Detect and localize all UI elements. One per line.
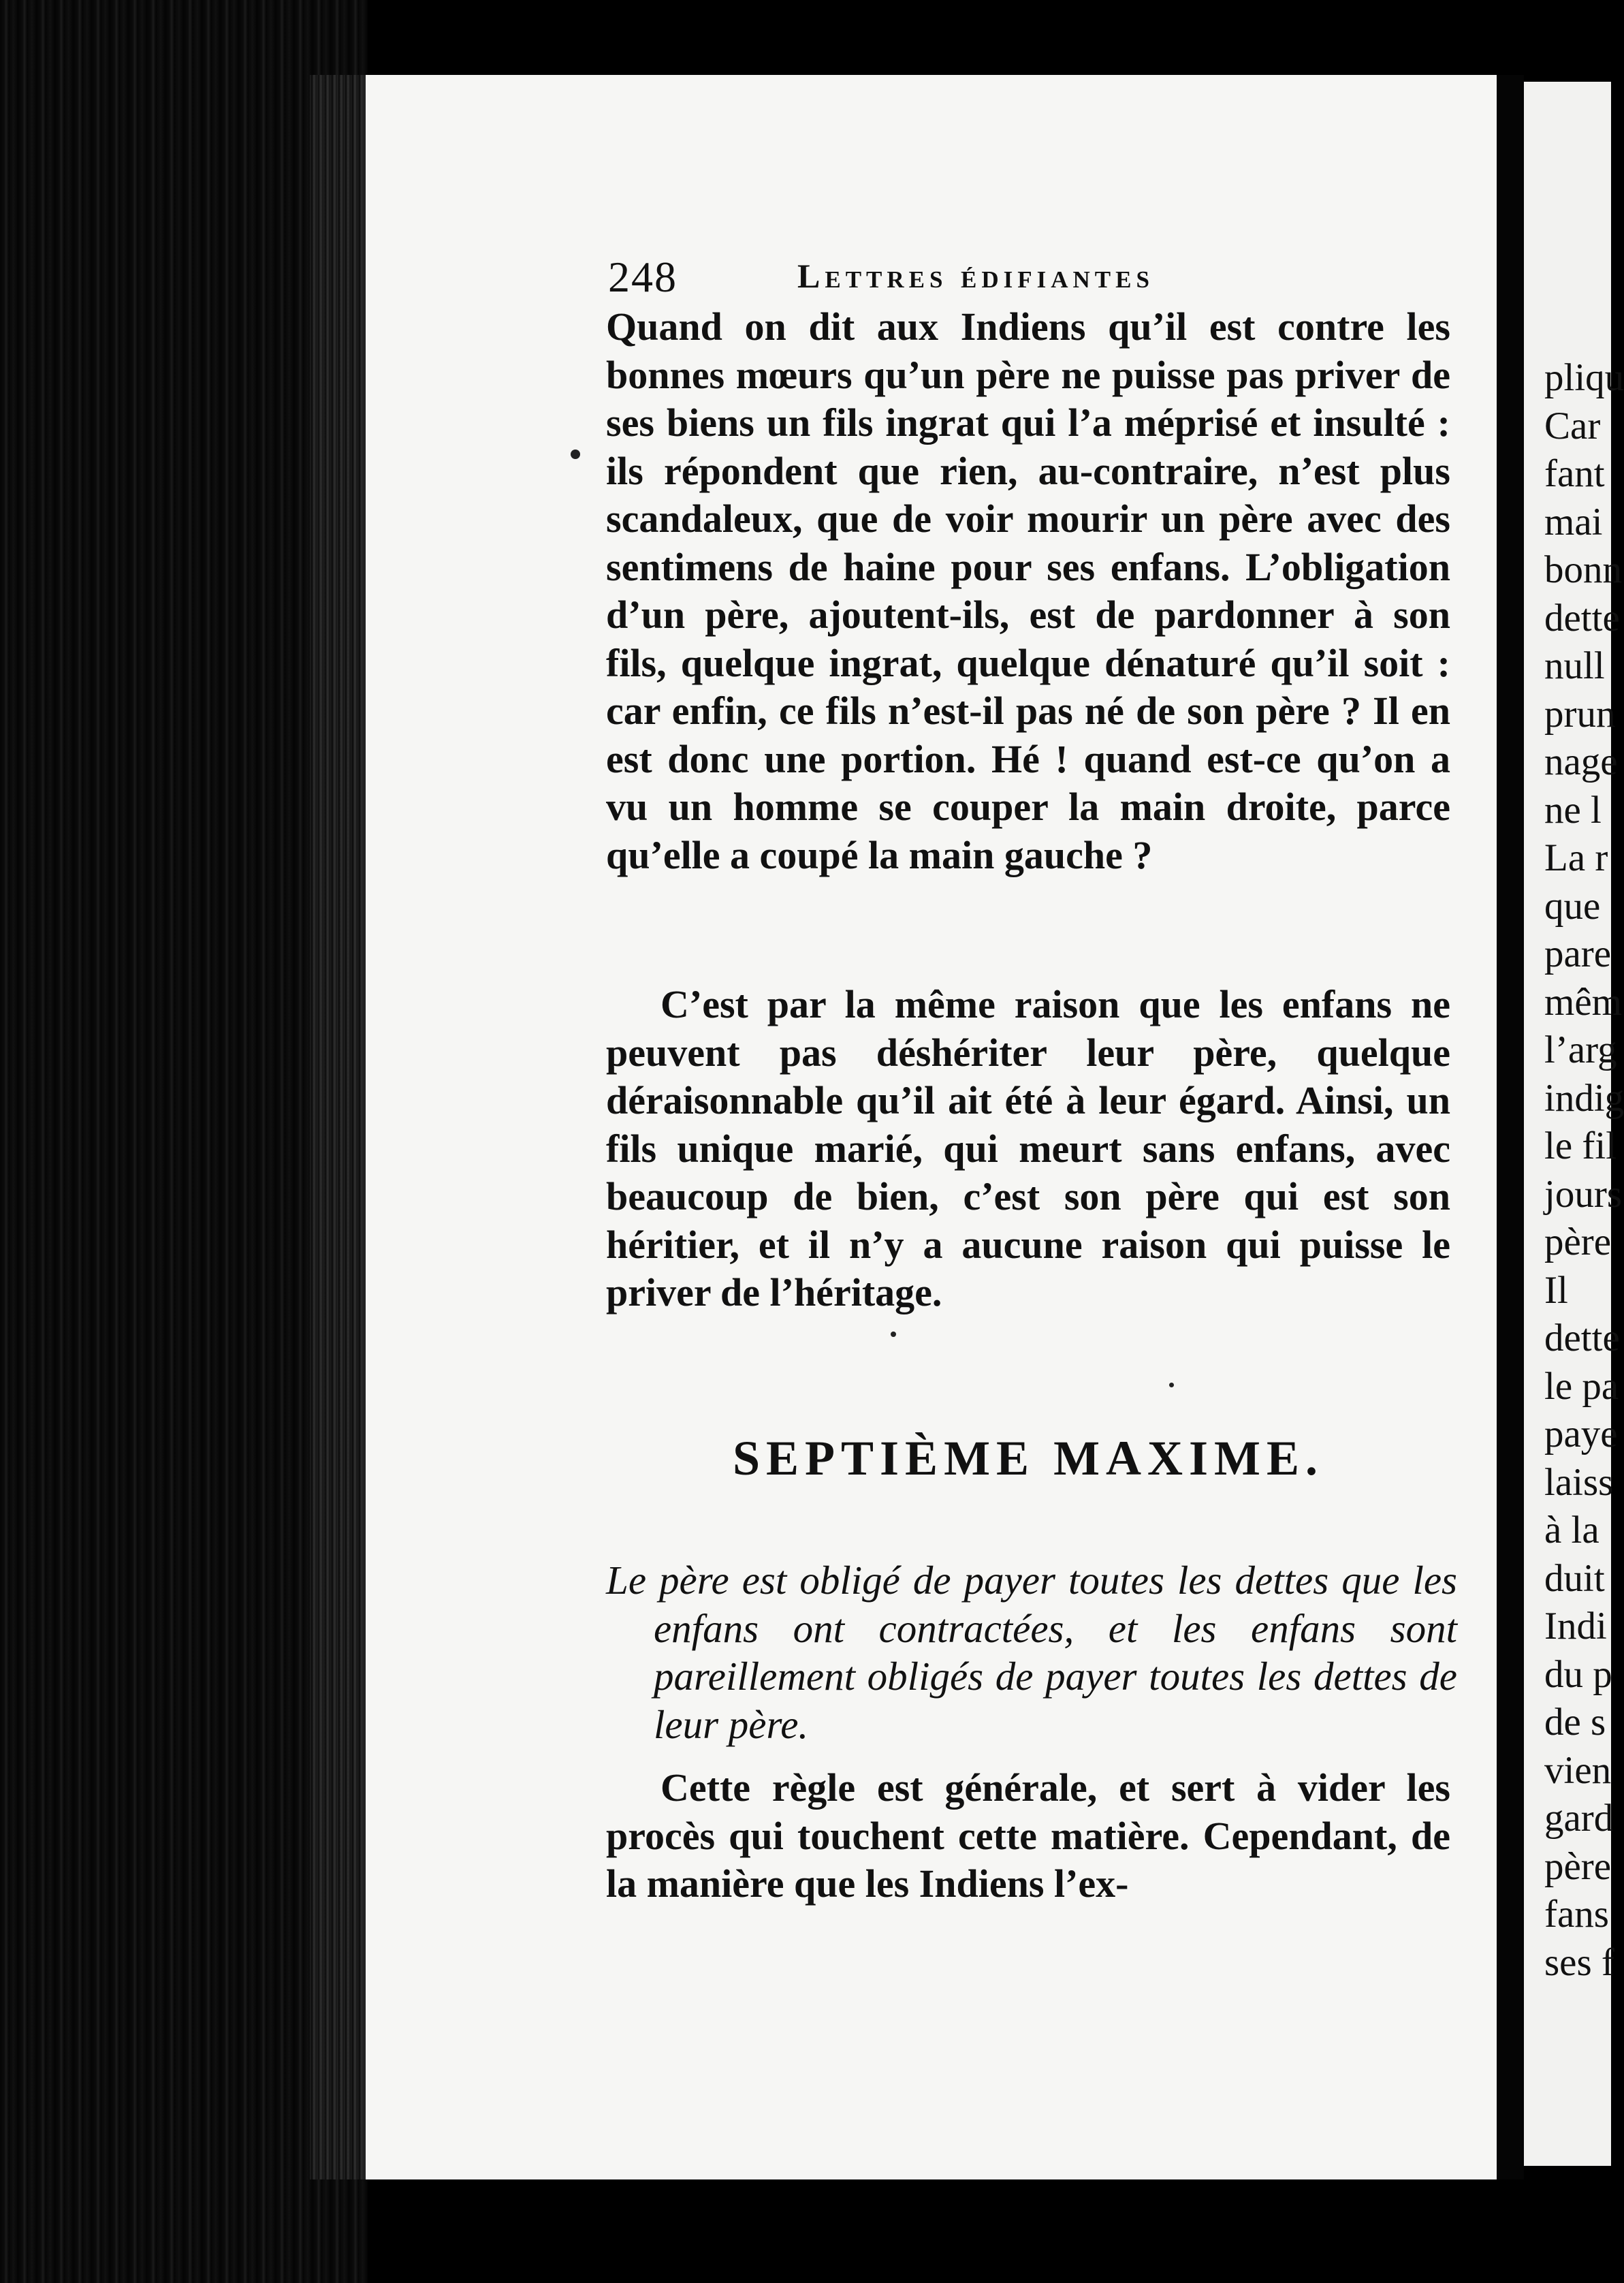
ink-speck	[571, 450, 580, 459]
facing-page-line-fragment: bonn	[1544, 548, 1622, 591]
facing-page-line-fragment: ne l	[1544, 788, 1602, 832]
facing-page-line-fragment: prun	[1544, 692, 1616, 736]
facing-page-line-fragment: fans	[1544, 1893, 1609, 1936]
page-header	[608, 252, 1272, 300]
paragraph-text: Quand on dit aux Indiens qu’il est contre les bonnes mœurs qu’un père ne puisse pas priver de ses biens un fils ingrat qui l’a méprisé et insulté : ils répondent que rien, au-contraire, n’est plus scandaleux, que de voir mourir un père avec des sentimens de haine pour ses enfans. L’obligation d’un père, ajoutent-ils, est de pardonner à son fils, quelque ingrat, quelque dénaturé qu’il soit : car enfin, ce fils n’est-il pas né de son père ? Il en est donc une portion. Hé ! quand est-ce qu’on a vu un homme se couper la main droite, parce qu’elle a coupé la main gauche ?	[606, 304, 1450, 877]
facing-page-line-fragment: père	[1544, 1844, 1612, 1888]
facing-page-line-fragment: pliqu	[1544, 356, 1624, 399]
facing-page-line-fragment: le pa	[1544, 1364, 1619, 1408]
facing-page-line-fragment: mai	[1544, 500, 1603, 544]
facing-page-line-fragment: Il	[1544, 1268, 1568, 1312]
facing-page-line-fragment: l’arg	[1544, 1028, 1617, 1071]
paragraph-text: Cette règle est générale, et sert à vider les procès qui touchent cette matière. Cependant, de la manière que les Indiens l’ex-	[606, 1765, 1450, 1906]
facing-page-line-fragment: père	[1544, 1221, 1612, 1263]
facing-page-line-fragment: indig	[1544, 1076, 1624, 1120]
page-gutter	[1497, 75, 1524, 2179]
section-heading: SEPTIÈME MAXIME.	[732, 1431, 1324, 1485]
body-paragraph-1	[606, 303, 1450, 879]
facing-page-line-fragment: ses f	[1544, 1940, 1614, 1984]
facing-page-line-fragment: jours	[1544, 1172, 1622, 1216]
facing-page-line-fragment: Indi	[1544, 1605, 1607, 1648]
facing-page-line-fragment: pare	[1544, 932, 1612, 975]
facing-page-line-fragment: mêm	[1544, 980, 1622, 1024]
facing-page-line-fragment: duit	[1544, 1556, 1605, 1600]
facing-page-line-fragment: que	[1544, 884, 1601, 928]
paragraph-text: C’est par la même raison que les enfans ne peuvent pas déshériter leur père, quelque déraisonnable qu’il ait été à leur égard. Ainsi, un fils unique marié, qui meurt sans enfans, avec beaucoup de bien, c’est son père qui est son héritier, et il n’y a aucune raison qui puisse le priver de l’héritage.	[606, 982, 1450, 1314]
page-stack-edge	[310, 75, 368, 2179]
body-paragraph-2	[606, 981, 1450, 1317]
maxim-statement: Le père est obligé de payer toutes les dettes que les enfans ont contractées, et les enfans sont pareillement obligés de payer toutes les dettes de leur père.	[606, 1558, 1457, 1747]
facing-page-line-fragment: laiss	[1544, 1460, 1614, 1504]
facing-page-line-fragment: Car	[1544, 404, 1601, 447]
ink-speck	[1169, 1383, 1174, 1387]
facing-page-line-fragment: dette	[1544, 1317, 1620, 1359]
facing-page-line-fragment: de s	[1544, 1701, 1606, 1744]
facing-page-line-fragment: vien	[1544, 1748, 1612, 1792]
facing-page-edge	[1524, 82, 1624, 2166]
running-head: Lettres édifiantes	[797, 257, 1154, 295]
page-number: 248	[608, 253, 678, 301]
body-paragraph-3	[606, 1764, 1450, 1908]
facing-page-line-fragment: du p	[1544, 1652, 1612, 1696]
facing-page-line-fragment: à la	[1544, 1509, 1599, 1552]
facing-page-line-fragment: null	[1544, 644, 1605, 687]
facing-page-line-fragment: le fil	[1544, 1124, 1617, 1167]
facing-page-line-fragment: La r	[1544, 836, 1608, 879]
facing-page-line-fragment: fant	[1544, 452, 1605, 495]
facing-page-line-fragment: gard	[1544, 1797, 1614, 1840]
facing-page-line-fragment: paye	[1544, 1413, 1618, 1455]
facing-page-line-fragment: dette	[1544, 596, 1620, 640]
facing-page-line-fragment: nage	[1544, 740, 1618, 783]
ink-speck	[891, 1332, 896, 1337]
